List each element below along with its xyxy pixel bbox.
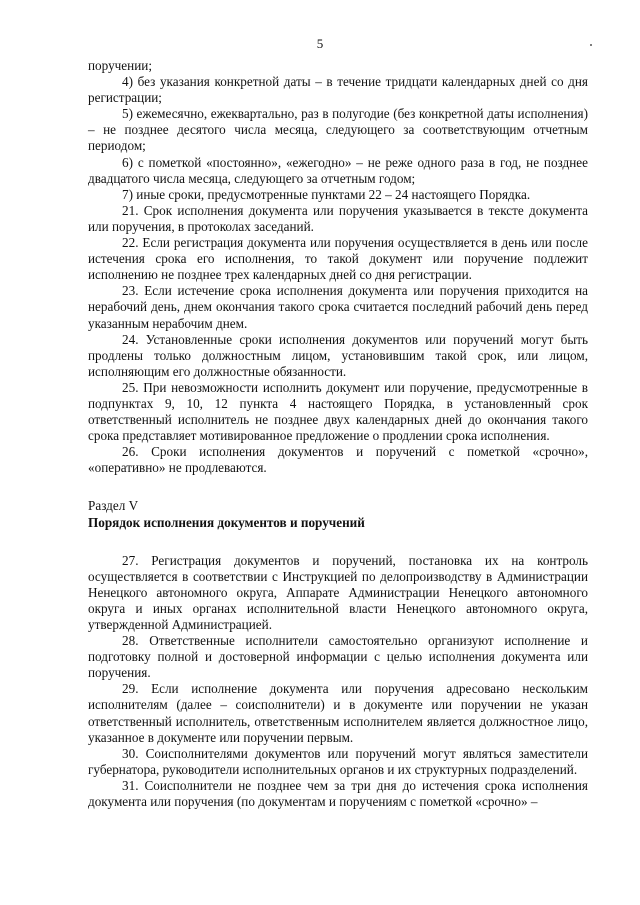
paragraph: 31. Соисполнители не позднее чем за три дня до истечения срока исполнения документа или поручения (по документам и поручениям с пометкой «срочно» – xyxy=(88,777,588,810)
paragraph: 5) ежемесячно, ежеквартально, раз в полугодие (без конкретной даты исполнения) – не позднее десятого числа месяца, следующего за соответствующим отчетным периодом; xyxy=(88,106,588,154)
page-number: 5 xyxy=(316,36,324,51)
section-title: Порядок исполнения документов и поручений xyxy=(88,514,365,530)
paragraph: 30. Соисполнителями документов или поручений могут являться заместители губернатора, руководители исполнительных органов и их структурных подразделений. xyxy=(88,745,588,777)
paragraph: 25. При невозможности исполнить документ или поручение, предусмотренные в подпунктах 9, 10, 12 пункта 4 настоящего Порядка, в установленный срок ответственный исполнитель не позднее двух календарных дней до окончания такого срока представляет мотивированное предложение о продлении срока исполнения. xyxy=(88,379,588,444)
paragraph: 29. Если исполнение документа или поручения адресовано нескольким исполнителям (далее – соисполнители) и в документе или поручении не указан ответственный исполнитель, ответственным исполнителем является должностное лицо, указанное в документе или поручении первым. xyxy=(88,681,588,745)
scan-speck xyxy=(590,44,592,46)
paragraph: 28. Ответственные исполнители самостоятельно организуют исполнение и подготовку полной и достоверной информации с целью исполнения документа или поручения. xyxy=(88,633,588,681)
paragraph: 21. Срок исполнения документа или поручения указывается в тексте документа или поручения, в протоколах заседаний. xyxy=(88,202,588,234)
paragraph: 6) с пометкой «постоянно», «ежегодно» – не реже одного раза в год, не позднее двадцатого числа месяца, следующего за отчетным годом; xyxy=(88,154,588,186)
paragraph: 7) иные сроки, предусмотренные пунктами 22 – 24 настоящего Порядка. xyxy=(122,186,531,202)
paragraph: 26. Сроки исполнения документов и поручений с пометкой «срочно», «оперативно» не продлеваются. xyxy=(88,444,588,476)
section-number: Раздел V xyxy=(88,498,139,514)
document-body xyxy=(88,58,588,810)
paragraph: 24. Установленные сроки исполнения документов или поручений могут быть продлены только должностным лицом, установившим такой срок, или лицом, исполняющим его должностные обязанности. xyxy=(88,331,588,379)
paragraph: 22. Если регистрация документа или поручения осуществляется в день или после истечения срока его исполнения, то такой документ или поручение подлежит исполнению не позднее трех календарных дней со дня регистрации. xyxy=(88,235,588,283)
paragraph: 23. Если истечение срока исполнения документа или поручения приходится на нерабочий день, днем окончания такого срока считается последний рабочий день перед указанным нерабочим днем. xyxy=(88,283,588,331)
paragraph: 27. Регистрация документов и поручений, постановка их на контроль осуществляется в соответствии с Инструкцией по делопроизводству в Администрации Ненецкого автономного округа, Аппарате Администрации Ненецкого автономного округа и иных органах исполнительной власти Ненецкого автономного округа, утвержденной Администрацией. xyxy=(88,552,588,632)
paragraph: 4) без указания конкретной даты – в течение тридцати календарных дней со дня регистрации; xyxy=(88,74,588,106)
paragraph: поручении; xyxy=(88,58,152,73)
